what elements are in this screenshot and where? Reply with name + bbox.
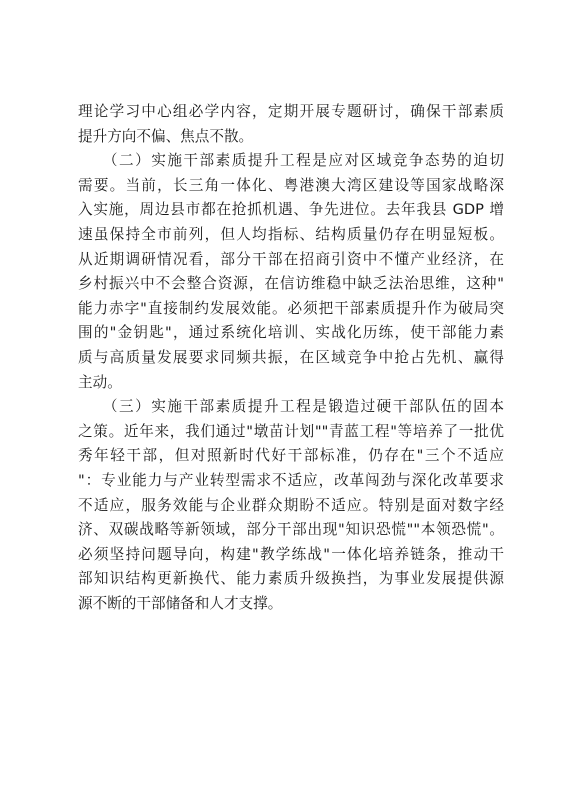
text-line: 乡村振兴中不会整合资源，在信访维稳中缺乏法治思维，这种" [78, 275, 504, 293]
text-line: 之策。近年来，我们通过"墩苗计划""青蓝工程"等培养了一批优 [78, 422, 504, 440]
text-line: （三）实施干部素质提升工程是锻造过硬干部队伍的固本 [78, 398, 504, 416]
text-line: 不适应，服务效能与企业群众期盼不适应。特别是面对数字经 [78, 496, 504, 514]
text-line: 速虽保持全市前列，但人均指标、结构质量仍存在明显短板。 [78, 225, 504, 243]
text-line: 从近期调研情况看，部分干部在招商引资中不懂产业经济，在 [78, 250, 504, 268]
text-line: 提升方向不偏、焦点不散。 [78, 127, 254, 145]
text-line: 能力赤字"直接制约发展效能。必须把干部素质提升作为破局突 [78, 299, 504, 317]
text-line: 必须坚持问题导向，构建"教学练战"一体化培养链条，推动干 [78, 545, 504, 563]
text-line: （二）实施干部素质提升工程是应对区域竞争态势的迫切 [78, 152, 504, 170]
text-line: 秀年轻干部，但对照新时代好干部标准，仍存在"三个不适应 [78, 447, 504, 465]
text-line: 需要。当前，长三角一体化、粤港澳大湾区建设等国家战略深 [78, 176, 504, 194]
text-line: 理论学习中心组必学内容，定期开展专题研讨，确保干部素质 [78, 103, 504, 120]
text-line: "：专业能力与产业转型需求不适应，改革闯劲与深化改革要求 [78, 471, 504, 489]
text-line: 部知识结构更新换代、能力素质升级换挡，为事业发展提供源 [78, 570, 504, 588]
text-line: 质与高质量发展要求同频共振，在区域竞争中抢占先机、赢得 [78, 348, 504, 366]
text-line: 主动。 [78, 373, 122, 391]
text-line: 济、双碳战略等新领域，部分干部出现"知识恐慌""本领恐慌"。 [78, 521, 504, 539]
text-line: 围的"金钥匙"，通过系统化培训、实战化历练，使干部能力素 [78, 324, 504, 342]
text-line: 源不断的干部储备和人才支撑。 [78, 594, 283, 612]
body-text [78, 100, 504, 616]
text-line: 入实施，周边县市都在抢抓机遇、争先进位。去年我县 GDP 增 [78, 201, 504, 219]
